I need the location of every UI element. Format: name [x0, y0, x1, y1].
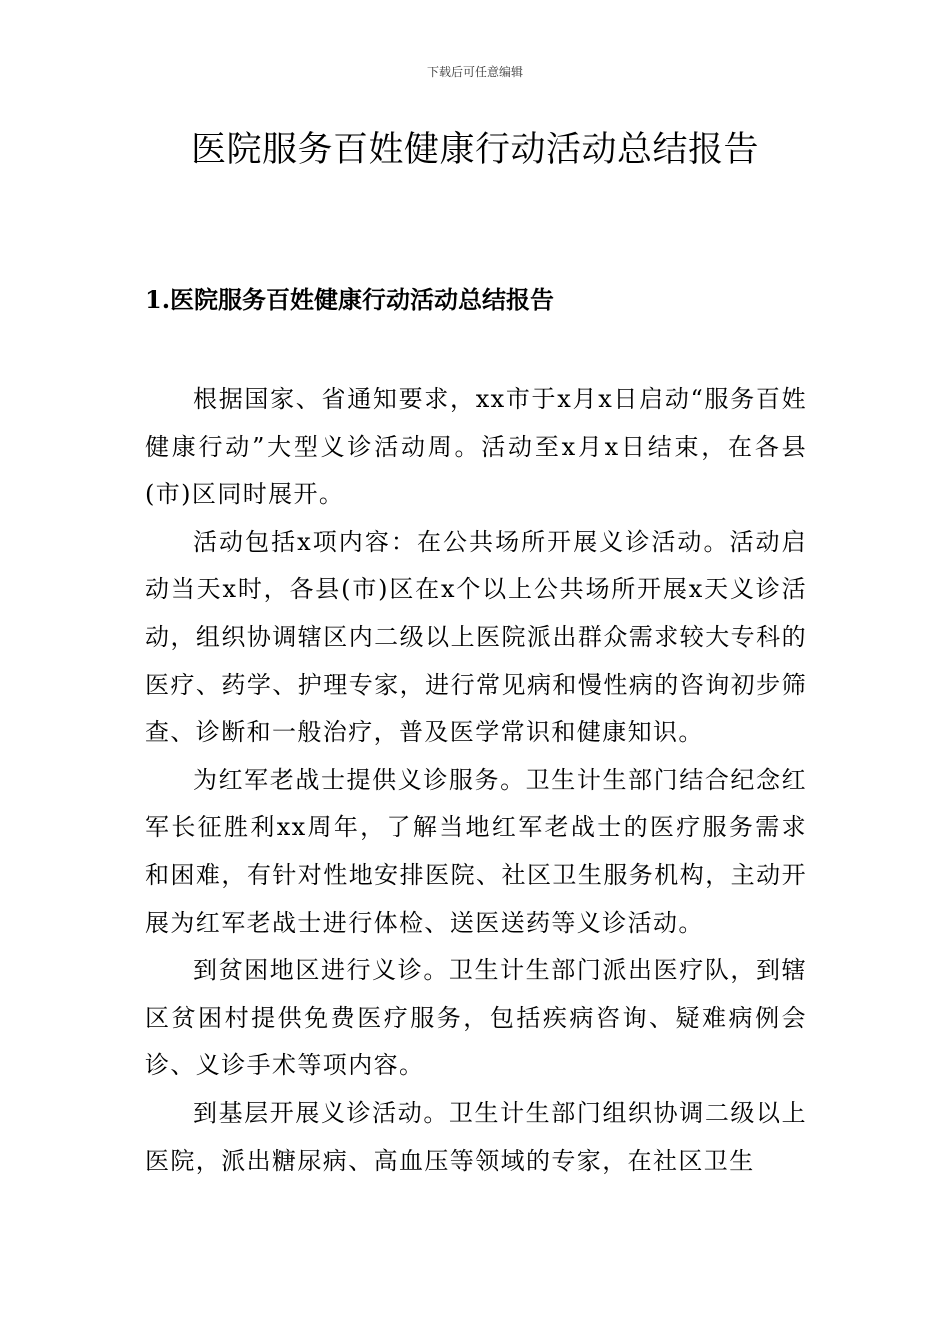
paragraph: 根据国家、省通知要求，xx市于x月x日启动“服务百姓健康行动”大型义诊活动周。活动至x月x日结束，在各县(市)区同时展开。 — [145, 385, 807, 509]
paragraph: 到基层开展义诊活动。卫生计生部门组织协调二级以上医院，派出糖尿病、高血压等领域的专家，在社区卫生 — [145, 1098, 807, 1175]
paragraph: 到贫困地区进行义诊。卫生计生部门派出医疗队，到辖区贫困村提供免费医疗服务，包括疾病咨询、疑难病例会诊、义诊手术等项内容。 — [145, 956, 807, 1080]
paragraph: 为红军老战士提供义诊服务。卫生计生部门结合纪念红军长征胜利xx周年，了解当地红军老战士的医疗服务需求和困难，有针对性地安排医院、社区卫生服务机构，主动开展为红军老战士进行体检、送医送药等义诊活动。 — [145, 765, 807, 937]
paragraph: 活动包括x项内容：在公共场所开展义诊活动。活动启动当天x时，各县(市)区在x个以上公共场所开展x天义诊活动，组织协调辖区内二级以上医院派出群众需求较大专科的医疗、药学、护理专家，进行常见病和慢性病的咨询初步筛查、诊断和一般治疗，普及医学常识和健康知识。 — [145, 527, 807, 747]
document-title: 医院服务百姓健康行动活动总结报告 — [190, 130, 759, 170]
document-body — [145, 376, 807, 1185]
section-heading: 1.医院服务百姓健康行动活动总结报告 — [145, 285, 555, 314]
header-note: 下载后可任意编辑 — [426, 65, 523, 79]
